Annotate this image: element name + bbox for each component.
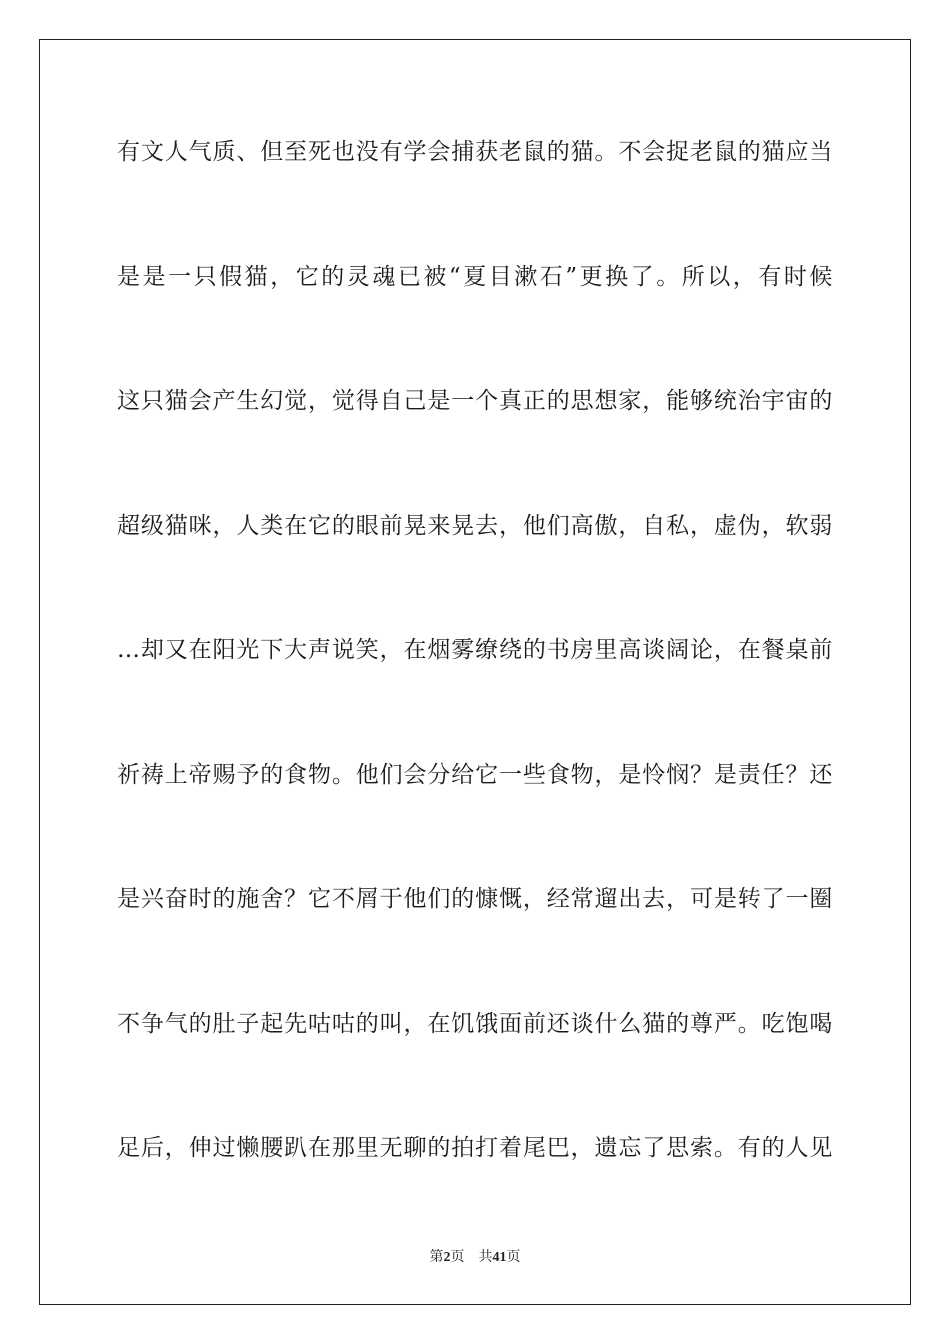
- total-prefix: 共: [478, 1250, 493, 1265]
- text-line: 是是一只假猫，它的灵魂已被“夏目漱石”更换了。所以，有时候: [117, 263, 833, 290]
- page-prefix: 第: [429, 1250, 444, 1265]
- text-line: 足后，伸过懒腰趴在那里无聊的拍打着尾巴，遗忘了思索。有的人见: [117, 1135, 833, 1161]
- page-number: 2: [443, 1250, 451, 1265]
- page-suffix: 页: [450, 1250, 465, 1265]
- text-line: …却又在阳光下大声说笑，在烟雾缭绕的书房里高谈阔论，在餐桌前: [117, 637, 833, 663]
- text-line: 祈祷上帝赐予的食物。他们会分给它一些食物，是怜悯？是责任？还: [117, 761, 833, 788]
- total-suffix: 页: [506, 1250, 521, 1265]
- text-line: 这只猫会产生幻觉，觉得自己是一个真正的思想家，能够统治宇宙的: [117, 388, 833, 414]
- total-pages: 41: [492, 1250, 507, 1265]
- text-line: 有文人气质、但至死也没有学会捕获老鼠的猫。不会捉老鼠的猫应当: [117, 139, 833, 165]
- text-line: 超级猫咪，人类在它的眼前晃来晃去，他们高傲，自私，虚伪，软弱: [117, 512, 833, 539]
- document-body: [117, 132, 833, 1253]
- text-line: 是兴奋时的施舍？它不屑于他们的慷慨，经常遛出去，可是转了一圈: [117, 886, 833, 912]
- page-footer: [0, 1246, 950, 1266]
- text-line: 不争气的肚子起先咕咕的叫，在饥饿面前还谈什么猫的尊严。吃饱喝: [117, 1010, 833, 1037]
